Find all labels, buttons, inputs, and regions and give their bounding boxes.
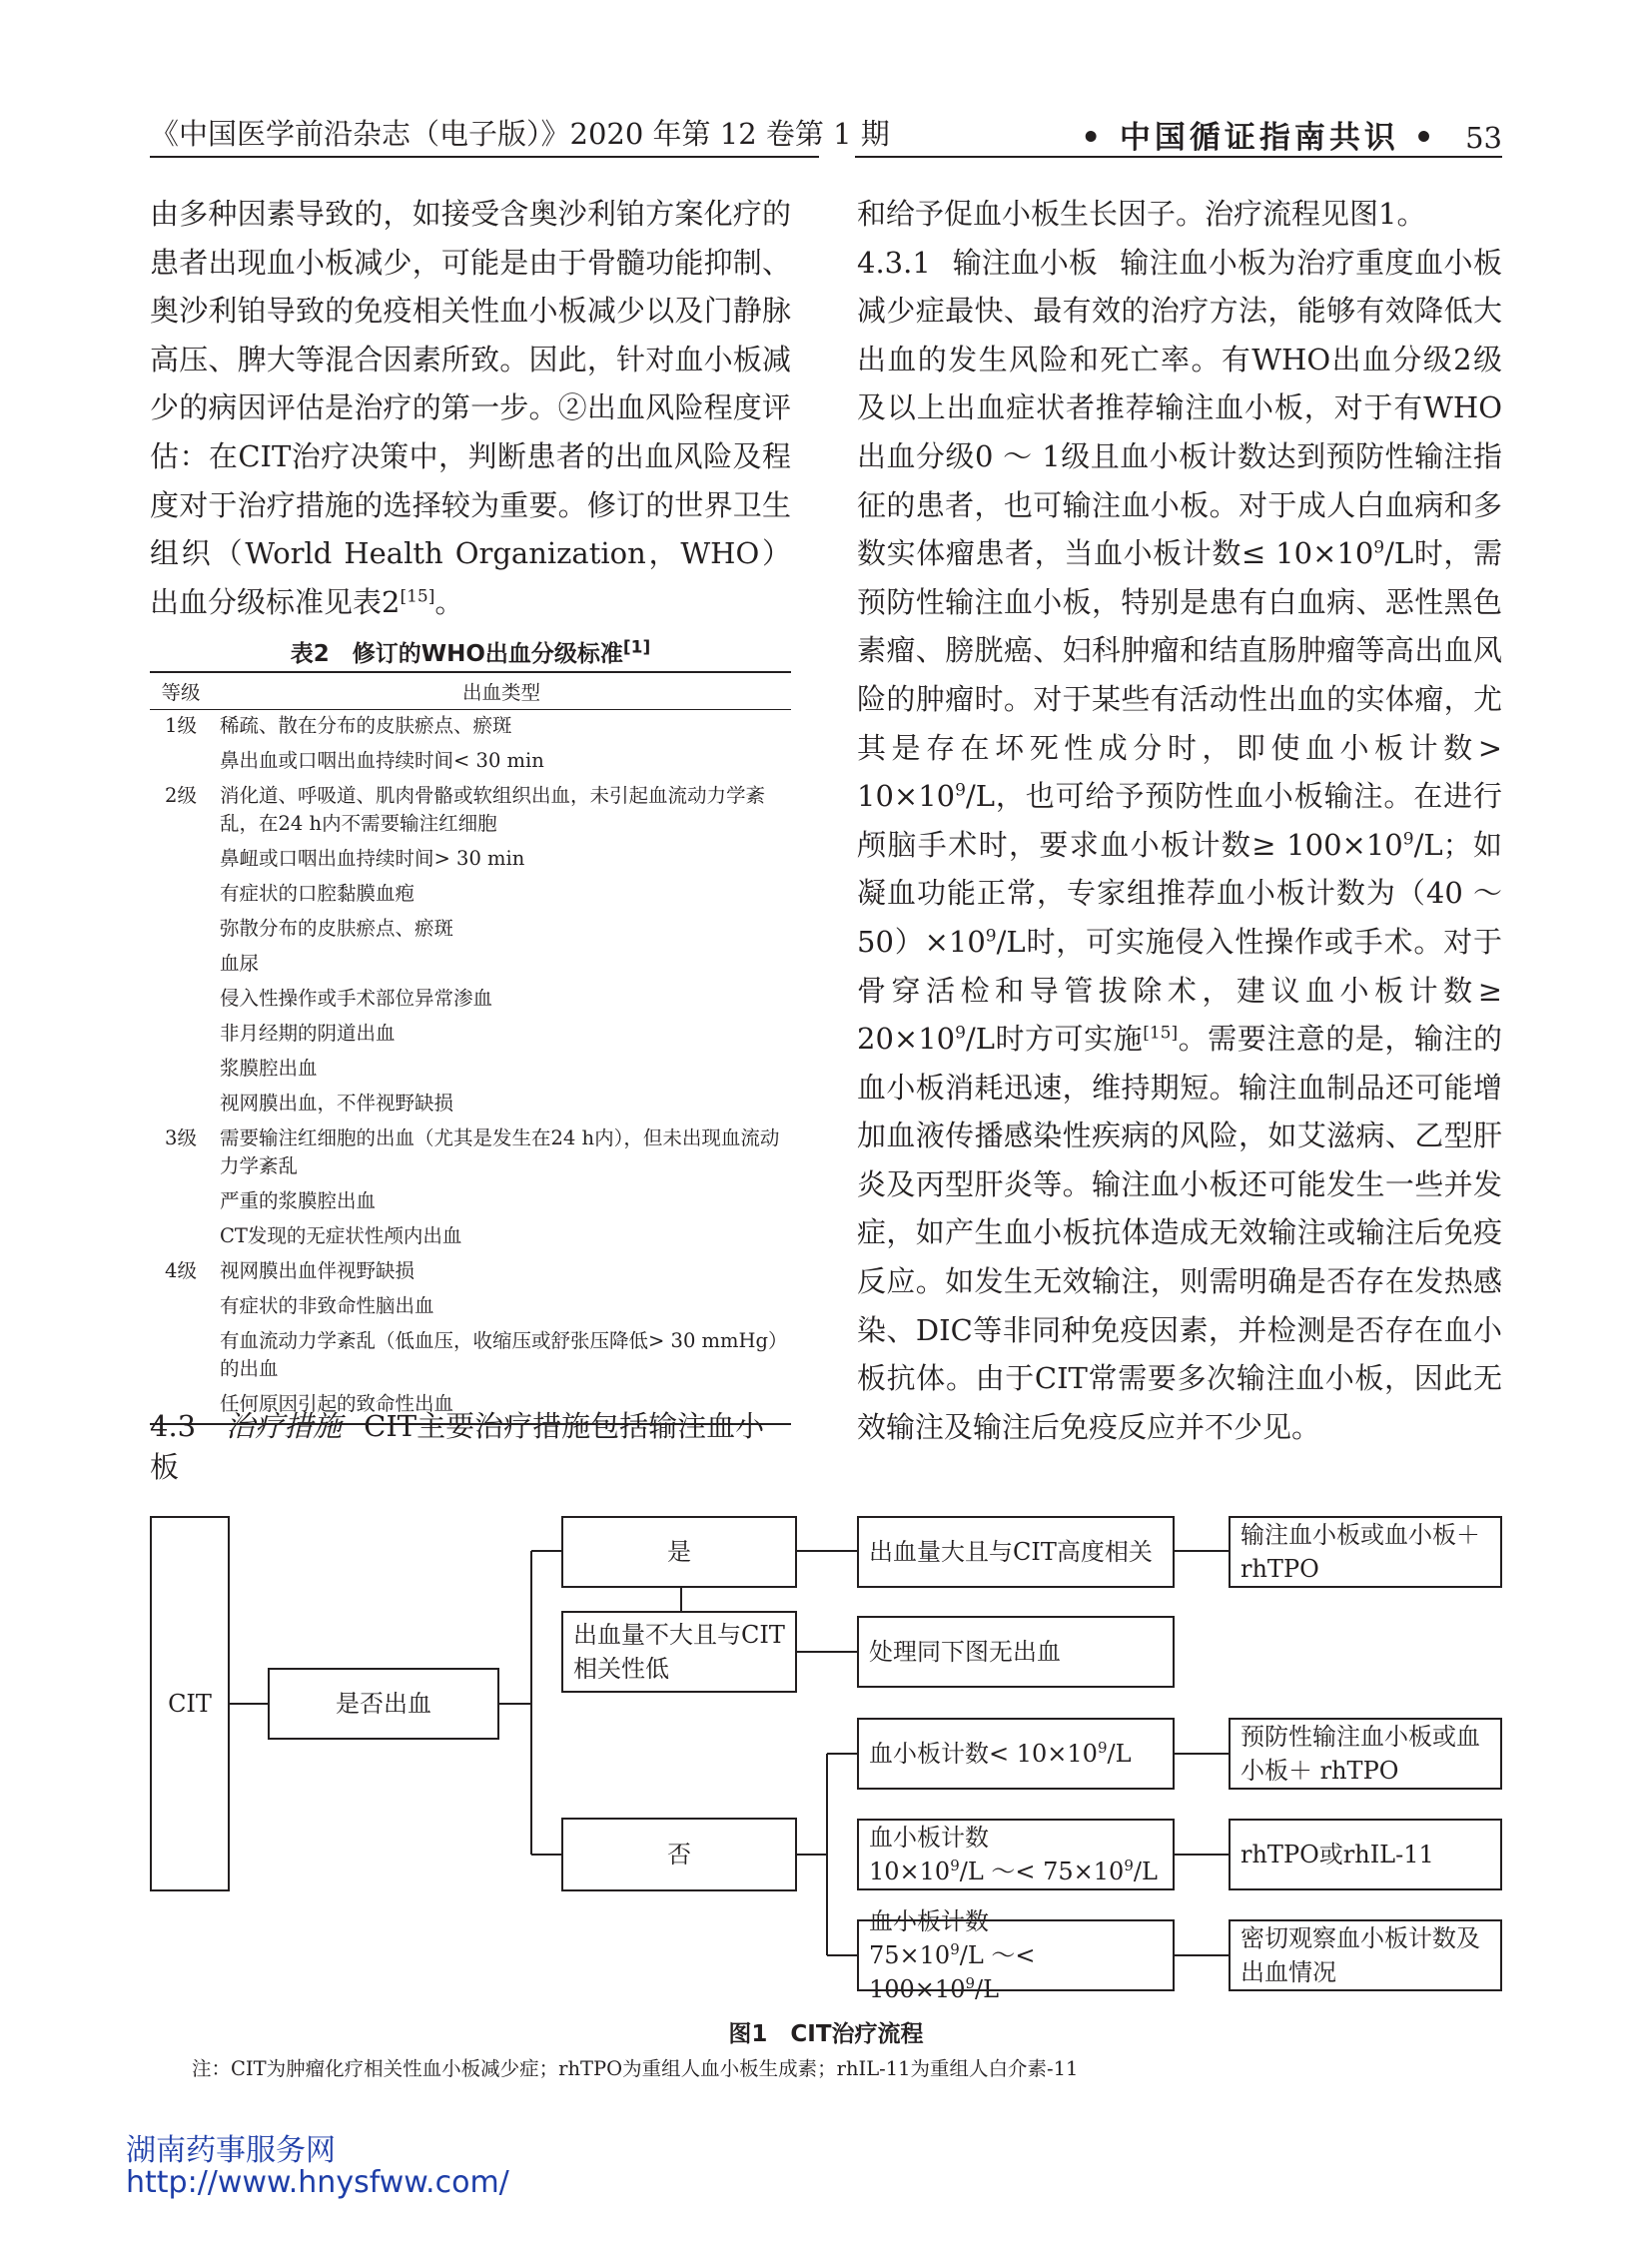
table-cell-desc: 任何原因引起的致命性出血 [212,1388,791,1424]
table-cell-desc: 视网膜出血伴视野缺损 [220,1259,415,1282]
table-cell-desc: CT发现的无症状性颅内出血 [220,1224,462,1247]
table-row [150,1220,791,1255]
journal-header: 《中国医学前沿杂志（电子版）》2020 年第 12 卷第 1 期 [150,117,890,151]
table-cell-grade: 2级 [165,784,197,807]
table-cell-grade [150,1088,212,1122]
table-row [150,878,791,913]
table-cell-grade [150,913,212,948]
table-caption: 表2 修订的WHO出血分级标准[1] [290,637,651,667]
flow-no-1: 血小板计数< $10\times 10^9/L$ [857,1718,1175,1790]
table-cell-desc: 鼻出血或口咽出血持续时间< 30 min [220,749,544,772]
table-cell-desc: 非月经期的阴道出血 [220,1022,396,1045]
flow-yes: 是 [561,1516,797,1588]
header-rule-right [855,156,1502,158]
flow-yes-low: 出血量不大且与CIT相关性低 [561,1611,797,1693]
flow-no-2-action: rhTPO或rhIL-11 [1229,1819,1502,1890]
flow-no-3-action: 密切观察血小板计数及出血情况 [1229,1919,1502,1991]
table-row [150,710,791,746]
flow-bleeding-question: 是否出血 [268,1668,499,1740]
header-rule-left [150,156,819,158]
table-row [150,1018,791,1053]
section-header [1081,112,1502,157]
table-row [150,948,791,983]
watermark-url[interactable]: http://www.hnysfww.com/ [126,2165,509,2200]
flow-no-3: 血小板计数 $75\times 10^9/L$ ～< $100\times 10^9/L$ [857,1919,1175,1991]
flow-yes-high: 出血量大且与CIT高度相关 [857,1516,1175,1588]
table-row [150,1255,791,1290]
table-cell-desc: 有症状的口腔黏膜血疱 [220,882,415,905]
left-column [150,190,791,626]
table-cell-grade: 4级 [165,1259,197,1282]
table-cell-grade [150,878,212,913]
table-cell-desc: 消化道、呼吸道、肌肉骨骼或软组织出血，未引起血流动力学紊乱，在24 h内不需要输注红细胞 [220,784,766,835]
flow-yes-low-action: 处理同下图无出血 [857,1616,1175,1688]
table-cell-desc: 有症状的非致命性脑出血 [220,1294,434,1317]
flow-no-2: 血小板计数 $10\times 10^9/L$ ～< $75\times 10^9/L$ [857,1819,1175,1890]
table-row [150,1185,791,1220]
page-number: 53 [1465,121,1502,155]
table-cell-grade [150,1220,212,1255]
table-cell-desc: 有血流动力学紊乱（低血压，收缩压或舒张压降低> 30 mmHg）的出血 [220,1329,778,1380]
table-row [150,1325,791,1388]
table-row [150,745,791,780]
right-column [857,190,1502,1451]
flow-cit: CIT [150,1516,230,1891]
table-row [150,1122,791,1185]
table-cell-desc: 稀疏、散在分布的皮肤瘀点、瘀斑 [220,714,512,737]
table-cell-grade [150,1018,212,1053]
right-paragraph-1: 4.3.1 输注血小板 输注血小板为治疗重度血小板减少症最快、最有效的治疗方法，能够有效降低大出血的发生风险和死亡率。有WHO出血分级2级及以上出血症状者推荐输注血小板，对于有WHO出血分级0 ～ 1级且血小板计数达到预防性输注指征的患者，也可输注血小板。对于成人白血病和多数实体瘤患者，当血小板计数≤ 10×10$^9$/L时，需预防性输注血小板，特别是患有白血病、恶性黑色素瘤、膀胱癌、妇科肿瘤和结直肠肿瘤等高出血风险的肿瘤时。对于某些有活动性出血的实体瘤，尤其是存在坏死性成分时，即使血小板计数> 10×10$^9$/L，也可给予预防性血小板输注。在进行颅脑手术时，要求血小板计数≥ 100×10$^9$/L；如凝血功能正常，专家组推荐血小板计数为（40 ～ 50）×10$^9$/L时，可实施侵入性操作或手术。对于骨穿活检和导管拔除术，建议血小板计数≥ 20×10$^9$/L时方可实施[15]。需要注意的是，输注的血小板消耗迅速，维持期短。输注血制品还可能增加血液传播感染性疾病的风险，如艾滋病、乙型肝炎及丙型肝炎等。输注血小板还可能发生一些并发症，如产生血小板抗体造成无效输注或输注后免疫反应。如发生无效输注，则需明确是否存在发热感染、DIC等非同种免疫因素，并检测是否存在血小板抗体。由于CIT常需要多次输注血小板，因此无效输注及输注后免疫反应并不少见。 [857,245,1502,1444]
table-row [150,1088,791,1122]
table-cell-desc: 浆膜腔出血 [220,1057,318,1080]
left-paragraph: 由多种因素导致的，如接受含奥沙利铂方案化疗的患者出现血小板减少，可能是由于骨髓功能抑制、奥沙利铂导致的免疫相关性血小板减少以及门静脉高压、脾大等混合因素所致。因此，针对血小板减少的病因评估是治疗的第一步。②出血风险程度评估：在CIT治疗决策中，判断患者的出血风险及程度对于治疗措施的选择较为重要。修订的世界卫生组织（World Health Organization，WHO）出血分级标准见表2[15]。 [150,197,791,619]
figure-note: 注：CIT为肿瘤化疗相关性血小板减少症；rhTPO为重组人血小板生成素；rhIL-11为重组人白介素-11 [192,2057,1079,2080]
table-header-type: 出血类型 [212,672,791,710]
table-cell-grade [150,1185,212,1220]
table-cell-grade [150,1290,212,1325]
table-cell-grade [150,843,212,878]
watermark-name: 湖南药事服务网 [126,2133,336,2168]
table-header-grade: 等级 [150,672,212,710]
table-cell-desc: 严重的浆膜腔出血 [220,1189,377,1212]
table-cell-grade [150,1053,212,1088]
section-title: • 中国循证指南共识 • [1081,120,1438,156]
bleeding-grade-table [150,671,791,1425]
table-cell-desc: 侵入性操作或手术部位异常渗血 [220,987,493,1010]
table-row [150,913,791,948]
table-row [150,780,791,843]
table-row [150,983,791,1018]
table-row [150,1053,791,1088]
table-cell-desc: 需要输注红细胞的出血（尤其是发生在24 h内），但未出现血流动力学紊乱 [220,1126,780,1177]
table-cell-grade: 1级 [165,714,197,737]
table-cell-grade: 3级 [165,1126,197,1149]
table-cell-grade [150,948,212,983]
figure-caption: 图1 CIT治疗流程 [728,2021,924,2047]
flow-no-1-action: 预防性输注血小板或血小板＋ rhTPO [1229,1718,1502,1790]
table-cell-desc: 鼻衄或口咽出血持续时间> 30 min [220,847,525,870]
table-cell-grade [150,1325,212,1388]
table-cell-desc: 血尿 [220,952,260,975]
section-4-3: 4.3 治疗措施 CIT主要治疗措施包括输注血小板 [150,1409,765,1484]
flow-no: 否 [561,1818,797,1891]
right-paragraph-0: 和给予促血小板生长因子。治疗流程见图1。 [857,197,1426,231]
table-row [150,1290,791,1325]
table-cell-grade [150,983,212,1018]
table-cell-grade [150,745,212,780]
table-cell-desc: 弥散分布的皮肤瘀点、瘀斑 [220,917,454,940]
table-cell-desc: 视网膜出血，不伴视野缺损 [220,1092,454,1115]
flow-yes-high-action: 输注血小板或血小板＋rhTPO [1229,1516,1502,1588]
table-row [150,843,791,878]
